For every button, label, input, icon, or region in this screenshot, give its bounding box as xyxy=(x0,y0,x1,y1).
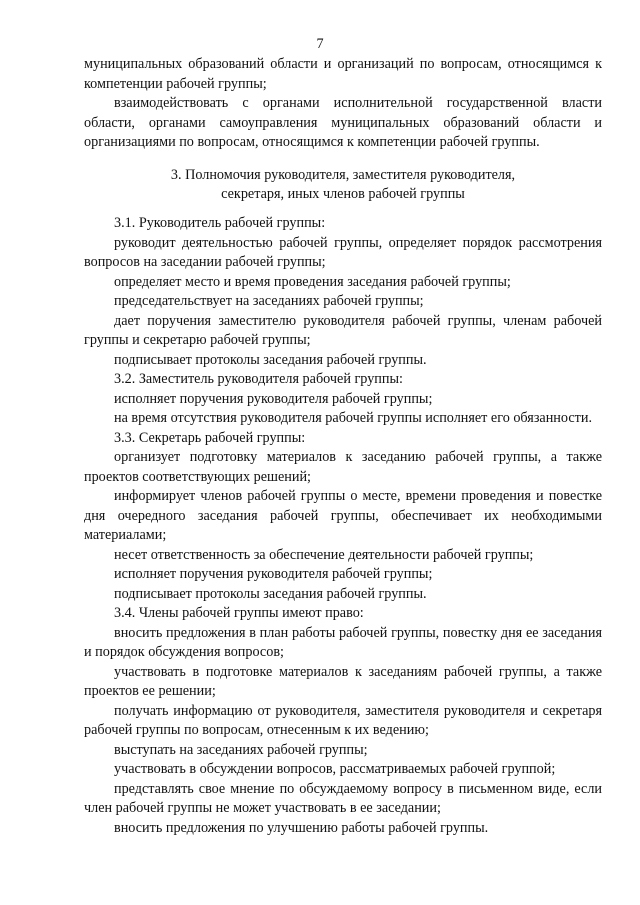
paragraph: вносить предложения в план работы рабочей группы, повестку дня ее заседания и порядок обсуждения вопросов; xyxy=(84,624,602,660)
paragraph: 3.4. Члены рабочей группы имеют право: xyxy=(114,605,364,621)
paragraph: организует подготовку материалов к заседанию рабочей группы, а также проектов соответствующих решений; xyxy=(84,449,602,485)
paragraph: вносить предложения по улучшению работы рабочей группы. xyxy=(114,819,489,836)
paragraph: участвовать в обсуждении вопросов, рассматриваемых рабочей группой; xyxy=(114,761,556,777)
paragraph: исполняет поручения руководителя рабочей группы; xyxy=(114,566,433,582)
paragraph: подписывает протоколы заседания рабочей группы. xyxy=(114,585,427,602)
paragraph: на время отсутствия руководителя рабочей группы исполняет его обязанности. xyxy=(114,410,592,426)
paragraph: получать информацию от руководителя, заместителя руководителя и секретаря рабочей группы по вопросам, отнесенным к их ведению; xyxy=(84,702,602,738)
body-text-top xyxy=(84,55,602,153)
paragraph: участвовать в подготовке материалов к заседаниям рабочей группы, а также проектов ее решении; xyxy=(84,663,602,699)
paragraph: 3.2. Заместитель руководителя рабочей группы: xyxy=(114,371,403,387)
paragraph: представлять свое мнение по обсуждаемому вопросу в письменном виде, если член рабочей группы не может участвовать в ее заседании; xyxy=(84,780,602,816)
body-text xyxy=(84,214,602,838)
paragraph: руководит деятельностью рабочей группы, определяет порядок рассмотрения вопросов на заседании рабочей группы; xyxy=(84,234,602,270)
paragraph: дает поручения заместителю руководителя рабочей группы, членам рабочей группы и секретарю рабочей группы; xyxy=(84,312,602,348)
paragraph: подписывает протоколы заседания рабочей группы. xyxy=(114,351,427,368)
section-title-line: секретаря, иных членов рабочей группы xyxy=(221,186,465,202)
paragraph: выступать на заседаниях рабочей группы; xyxy=(114,741,368,758)
paragraph: председательствует на заседаниях рабочей группы; xyxy=(114,293,424,309)
section-heading xyxy=(84,166,602,204)
paragraph: муниципальных образований области и организаций по вопросам, относящимся к компетенции рабочей группы; xyxy=(84,56,602,92)
paragraph: определяет место и время проведения заседания рабочей группы; xyxy=(114,273,511,290)
paragraph: несет ответственность за обеспечение деятельности рабочей группы; xyxy=(114,546,534,563)
paragraph: исполняет поручения руководителя рабочей группы; xyxy=(114,390,433,407)
section-title-line: 3. Полномочия руководителя, заместителя руководителя, xyxy=(170,167,516,183)
page-number: 7 xyxy=(316,36,324,52)
paragraph: 3.1. Руководитель рабочей группы: xyxy=(114,215,326,231)
paragraph: информирует членов рабочей группы о месте, времени проведения и повестке дня очередного заседания рабочей группы, обеспечивает их необходимыми материалами; xyxy=(84,488,602,543)
paragraph: взаимодействовать с органами исполнительной государственной власти области, органами самоуправления муниципальных образований области и организациями по вопросам, относящимся к компетенции рабочей группы. xyxy=(84,95,602,150)
paragraph: 3.3. Секретарь рабочей группы: xyxy=(114,429,306,446)
